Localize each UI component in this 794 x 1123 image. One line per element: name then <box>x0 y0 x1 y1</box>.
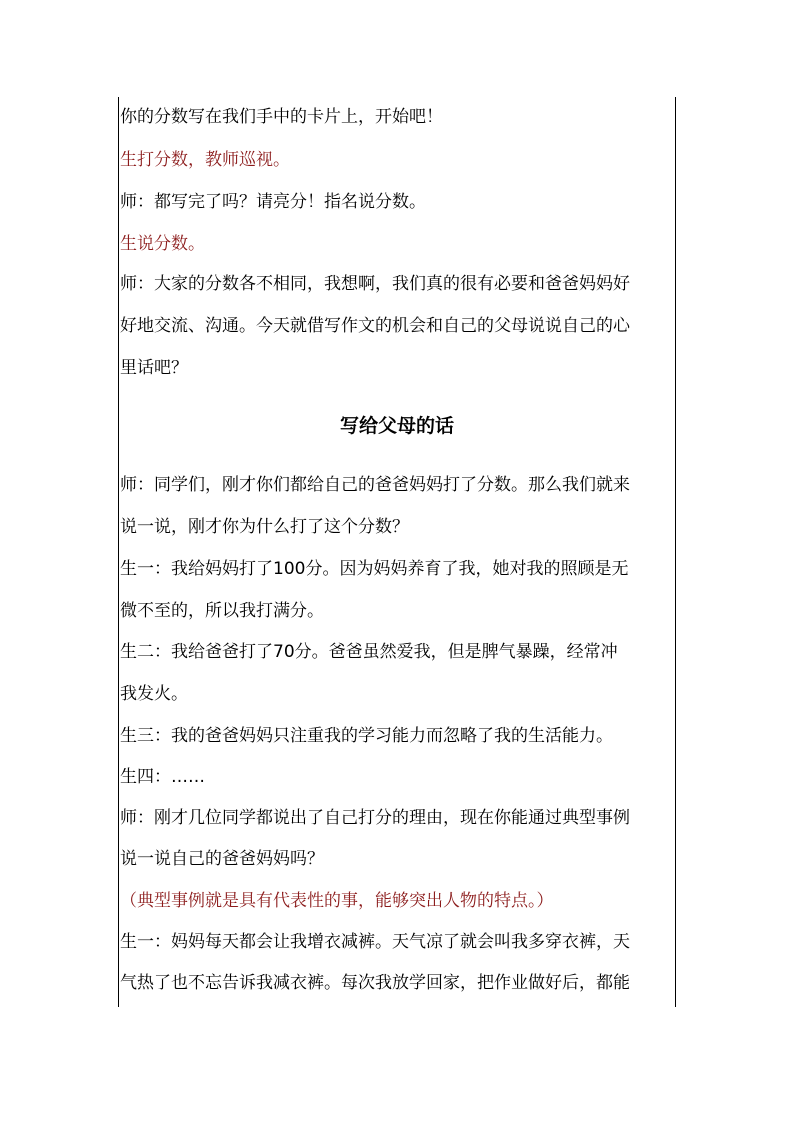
text-line-19: 生一：妈妈每天都会让我增衣减裤。天气凉了就会叫我多穿衣裤，天 <box>120 932 630 952</box>
text-line-16: 师：刚才几位同学都说出了自己打分的理由，现在你能通过典型事例 <box>120 808 630 828</box>
text-line-17: 说一说自己的爸爸妈妈吗？ <box>120 849 324 869</box>
text-line-20: 气热了也不忘告诉我减衣裤。每次我放学回家，把作业做好后，都能 <box>120 973 630 993</box>
section-title: 写给父母的话 <box>339 415 454 437</box>
text-line-8: 师：同学们，刚才你们都给自己的爸爸妈妈打了分数。那么我们就来 <box>120 475 630 495</box>
text-line-6: 好地交流、沟通。今天就借写作文的机会和自己的父母说说自己的心 <box>120 316 630 336</box>
text-line-15: 生四：…… <box>120 767 205 787</box>
text-line-7: 里话吧？ <box>120 358 188 378</box>
text-line-5: 师：大家的分数各不相同，我想啊，我们真的很有必要和爸爸妈妈好 <box>120 274 630 294</box>
text-line-18: （典型事例就是具有代表性的事，能够突出人物的特点。） <box>120 891 554 911</box>
text-line-9: 说一说，刚才你为什么打了这个分数？ <box>120 517 409 537</box>
text-line-1: 你的分数写在我们手中的卡片上，开始吧！ <box>120 107 443 127</box>
text-line-14: 生三：我的爸爸妈妈只注重我的学习能力而忽略了我的生活能力。 <box>120 726 613 746</box>
text-line-4: 生说分数。 <box>120 234 205 254</box>
text-line-13: 我发火。 <box>120 684 188 704</box>
text-line-11: 微不至的，所以我打满分。 <box>120 601 324 621</box>
text-line-2: 生打分数，教师巡视。 <box>120 150 290 170</box>
text-line-10: 生一：我给妈妈打了100分。因为妈妈养育了我，她对我的照顾是无 <box>120 559 629 579</box>
text-line-12: 生二：我给爸爸打了70分。爸爸虽然爱我，但是脾气暴躁，经常冲 <box>120 642 618 662</box>
text-line-3: 师：都写完了吗？请亮分！指名说分数。 <box>120 192 426 212</box>
